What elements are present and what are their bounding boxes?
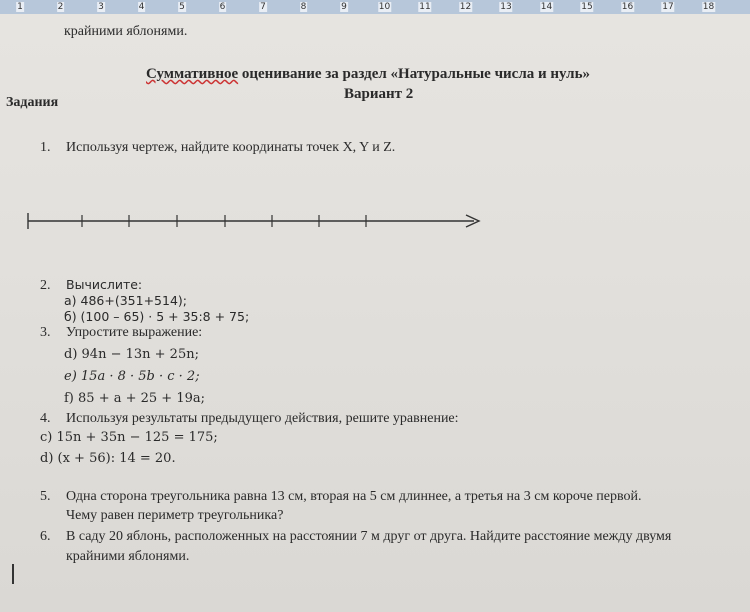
ruler-mark: 18	[702, 2, 715, 12]
question-number: 6.	[40, 529, 51, 544]
question-text-line-1: В саду 20 яблонь, расположенных на расстоянии 7 м друг от друга. Найдите расстояние между двумя	[66, 529, 672, 544]
q3-item-d: d) 94n − 13n + 25n;	[64, 347, 199, 362]
ruler-mark: 11	[419, 2, 431, 12]
question-4	[40, 411, 459, 427]
text-cursor[interactable]	[12, 564, 14, 584]
q2-item-b: б) (100 – 65) · 5 + 35:8 + 75;	[64, 309, 250, 324]
ruler-mark: 1	[17, 2, 23, 12]
question-5-line-2: Чему равен периметр треугольника?	[66, 508, 284, 523]
question-text: Используя чертеж, найдите координаты точек X, Y и Z.	[66, 140, 396, 155]
question-2	[40, 277, 142, 294]
question-5	[40, 489, 642, 505]
question-number: 3.	[40, 325, 51, 340]
question-6	[40, 529, 671, 545]
document-title	[146, 66, 590, 83]
ruler-mark: 10	[378, 2, 391, 12]
tasks-heading: Задания	[6, 95, 59, 110]
ruler-mark: 4	[138, 2, 145, 12]
question-number: 5.	[40, 489, 51, 504]
q4-item-c: c) 15n + 35n − 125 = 175;	[40, 430, 218, 445]
question-text-line-1: Одна сторона треугольника равна 13 см, вторая на 5 см длиннее, а третья на 3 см короче первой.	[66, 489, 642, 504]
variant-label: Вариант 2	[344, 86, 414, 102]
ruler-mark: 6	[219, 2, 226, 12]
q3-item-e: e) 15a · 8 · 5b · c · 2;	[64, 369, 200, 384]
q3-item-f: f) 85 + a + 25 + 19a;	[64, 391, 205, 406]
previous-page-fragment: крайними яблонями.	[64, 24, 188, 39]
question-text: Используя результаты предыдущего действия, решите уравнение:	[66, 411, 459, 426]
ruler-mark: 9	[341, 2, 347, 12]
question-6-line-2: крайними яблонями.	[66, 549, 190, 564]
title-part-2: оценивание за раздел «Натуральные числа и нуль»	[238, 66, 591, 82]
title-part-1: Суммативное	[146, 66, 239, 82]
question-1	[40, 140, 395, 156]
ruler-mark: 3	[98, 2, 104, 12]
question-3	[40, 325, 202, 341]
ruler	[0, 0, 750, 15]
question-text: Упростите выражение:	[66, 325, 203, 340]
ruler-mark: 17	[662, 2, 674, 12]
ruler-mark: 13	[500, 2, 512, 12]
ruler-mark: 16	[621, 2, 634, 12]
question-text: Вычислите:	[66, 277, 143, 292]
ruler-mark: 7	[260, 2, 266, 12]
question-number: 4.	[40, 411, 51, 426]
ruler-mark: 8	[300, 2, 307, 12]
ruler-mark: 12	[459, 2, 472, 12]
ruler-mark: 5	[179, 2, 185, 12]
q4-item-d: d) (x + 56): 14 = 20.	[40, 451, 176, 466]
q2-item-a: а) 486+(351+514);	[64, 293, 187, 308]
question-number: 2.	[40, 278, 51, 293]
ruler-mark: 2	[57, 2, 64, 12]
ruler-mark: 14	[540, 2, 553, 12]
ruler-mark: 15	[581, 2, 593, 12]
number-line	[24, 212, 494, 236]
document-page	[0, 14, 750, 612]
question-number: 1.	[40, 140, 51, 155]
